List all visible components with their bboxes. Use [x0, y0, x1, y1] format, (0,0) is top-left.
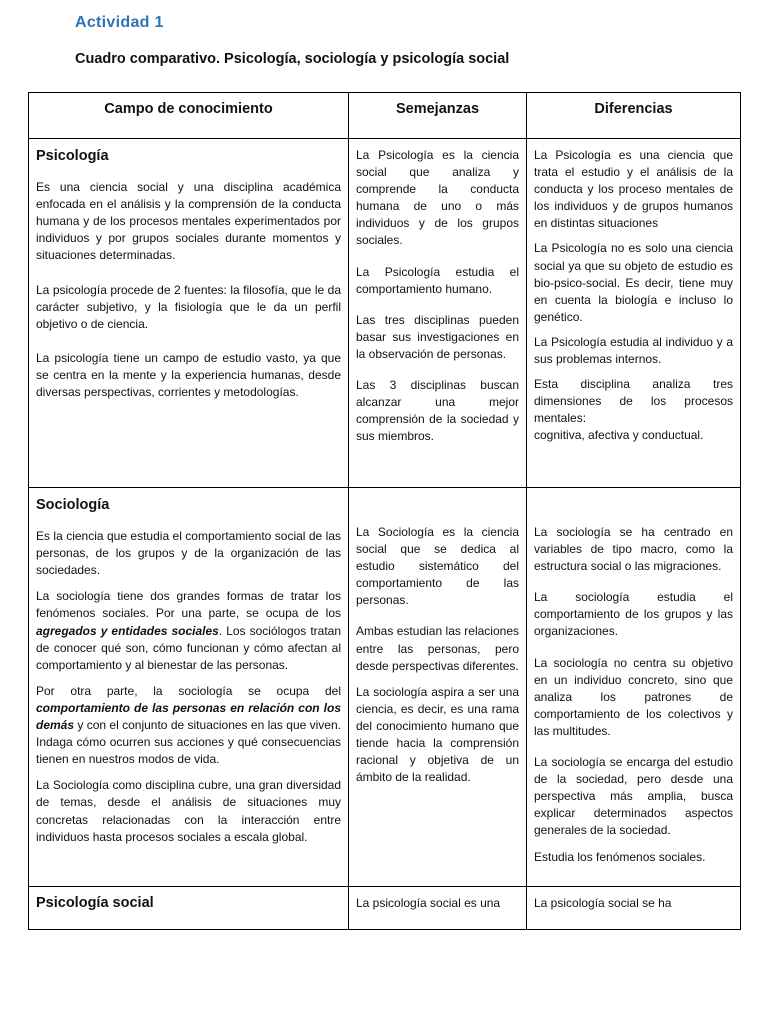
table-row — [29, 488, 741, 887]
row-title: Psicología social — [36, 895, 154, 911]
header-differences: Diferencias — [527, 93, 741, 139]
similarities-cell — [349, 887, 527, 930]
similarity-paragraph: La psicología social es una — [356, 896, 501, 910]
emphasis-text: comportamiento de las personas en relación con los demás — [36, 700, 341, 733]
difference-paragraph: La sociología no centra su objetivo en un individuo concreto, sino que analiza los patrones de comportamiento de los colectivos y las multitudes. — [534, 655, 733, 738]
activity-heading: Actividad 1 — [75, 14, 164, 31]
similarity-paragraph: Ambas estudian las relaciones entre las personas, pero desde perspectivas diferentes. — [356, 624, 519, 673]
field-cell — [29, 139, 349, 488]
similarities-cell — [349, 139, 527, 488]
table-row — [29, 887, 741, 930]
difference-paragraph: La sociología se ha centrado en variables de tipo macro, como la estructura social o las migraciones. — [534, 525, 733, 574]
differences-cell — [527, 139, 741, 488]
header-field: Campo de conocimiento — [29, 93, 349, 139]
row-title: Sociología — [36, 497, 110, 513]
header-similarities: Semejanzas — [349, 93, 527, 139]
similarity-paragraph: La Psicología estudia el comportamiento humano. — [356, 264, 519, 296]
difference-paragraph: La sociología estudia el comportamiento de los grupos y las organizaciones. — [534, 590, 733, 639]
document-title: Cuadro comparativo. Psicología, sociología y psicología social — [75, 51, 510, 67]
field-paragraph: La sociología tiene dos grandes formas de tratar los fenómenos sociales. Por una parte, se ocupa de los agregados y entidades sociales. Los sociólogos tratan de conocer qué son, cómo funcionan y cómo afectan al comportamiento y al bienestar de las personas. — [36, 589, 341, 672]
similarities-cell — [349, 488, 527, 887]
similarity-paragraph: Las tres disciplinas pueden basar sus investigaciones en la observación de personas. — [356, 312, 519, 361]
comparison-table — [28, 92, 741, 930]
table-header-row — [29, 93, 741, 139]
difference-paragraph: La sociología se encarga del estudio de la sociedad, pero desde una perspectiva más amplia, busca explicar determinados aspectos generales de la sociedad. — [534, 755, 733, 838]
table-row — [29, 139, 741, 488]
difference-paragraph: Estudia los fenómenos sociales. — [534, 849, 706, 864]
field-paragraph: La psicología tiene un campo de estudio vasto, ya que se centra en la mente y la experiencia humanas, desde diversas perspectivas, corrientes y metodologías. — [36, 350, 341, 400]
difference-paragraph: La Psicología es una ciencia que trata el estudio y el análisis de la conducta y los proceso mentales de los individuos y de grupos humanos en distintas situaciones — [534, 148, 733, 231]
differences-cell — [527, 887, 741, 930]
difference-paragraph: La Psicología estudia al individuo y a sus problemas internos. — [534, 334, 733, 367]
row-title: Psicología — [36, 148, 109, 164]
difference-paragraph: Esta disciplina analiza tres dimensiones de los procesos mentales: — [534, 377, 733, 426]
field-cell — [29, 488, 349, 887]
difference-paragraph: La Psicología no es solo una ciencia social ya que su objeto de estudio es bio-psico-social. Es decir, tiene muy en cuenta la biología e incluso lo genético. — [534, 241, 733, 324]
differences-cell — [527, 488, 741, 887]
difference-paragraph: La psicología social se ha — [534, 896, 672, 910]
similarity-paragraph: La sociología aspira a ser una ciencia, es decir, es una rama del conocimiento humano que tiende hacia la comprensión racional y objetiva de un ámbito de la realidad. — [356, 684, 519, 785]
emphasis-text: agregados y entidades sociales — [36, 623, 219, 638]
similarity-paragraph: La Sociología es la ciencia social que se dedica al estudio sistemático del comportamiento de las personas. — [356, 525, 519, 608]
similarity-paragraph: La Psicología es la ciencia social que analiza y comprende la conducta humana de uno o más individuos y de los grupos sociales. — [356, 148, 519, 248]
field-paragraph: Por otra parte, la sociología se ocupa del comportamiento de las personas en relación con los demás y con el conjunto de situaciones en las que viven. Indaga cómo ocurren sus acciones y qué consecuencias tienen en nuestros modos de vida. — [36, 683, 341, 767]
field-cell — [29, 887, 349, 930]
field-paragraph: Es una ciencia social y una disciplina académica enfocada en el análisis y la comprensión de la conducta humana y de los procesos mentales experimentados por individuos y por grupos sociales durante momentos y situaciones determinadas. — [36, 180, 341, 263]
difference-paragraph: cognitiva, afectiva y conductual. — [534, 428, 704, 443]
field-paragraph: La Sociología como disciplina cubre, una gran diversidad de temas, desde el análisis de situaciones muy concretas relacionadas con la interacción entre individuos hasta procesos sociales a escala global. — [36, 778, 341, 844]
field-paragraph: La psicología procede de 2 fuentes: la filosofía, que le da carácter subjetivo, y la fisiología que le da un perfil objetivo o de ciencia. — [36, 282, 341, 331]
similarity-paragraph: Las 3 disciplinas buscan alcanzar una mejor comprensión de la sociedad y sus miembros. — [356, 378, 519, 444]
field-paragraph: Es la ciencia que estudia el comportamiento social de las personas, de los grupos y de la organización de las sociedades. — [36, 529, 341, 578]
